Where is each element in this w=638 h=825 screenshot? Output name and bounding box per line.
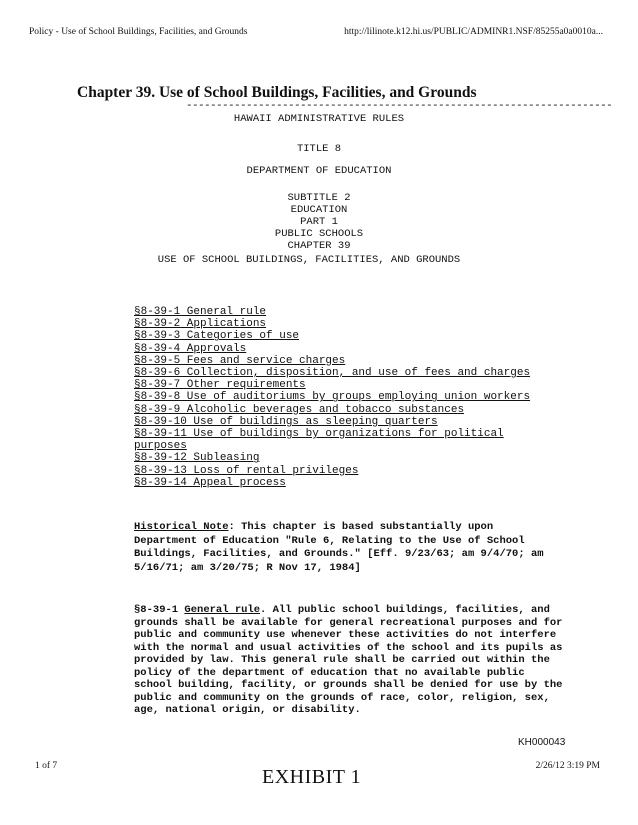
subtitle-line: PUBLIC SCHOOLS xyxy=(274,228,364,240)
toc-link-political-organizations-cont[interactable]: purposes xyxy=(134,440,187,453)
historical-note-label: Historical Note xyxy=(134,521,229,533)
department-heading: DEPARTMENT OF EDUCATION xyxy=(246,165,392,177)
toc-link-appeal-process[interactable]: §8-39-14 Appeal process xyxy=(134,476,286,489)
subtitle-line: EDUCATION xyxy=(290,204,348,216)
toc-link-alcoholic-beverages[interactable]: §8-39-9 Alcoholic beverages and tobacco substances xyxy=(134,403,465,416)
page-number: 1 of 7 xyxy=(35,761,58,771)
section-general-rule xyxy=(134,604,564,717)
toc-link-political-organizations[interactable]: §8-39-11 Use of buildings by organizations for political xyxy=(134,428,504,441)
bates-stamp: KH000043 xyxy=(518,737,566,748)
section-number: §8-39-1 xyxy=(134,604,185,616)
hawaii-administrative-rules-heading: HAWAII ADMINISTRATIVE RULES xyxy=(233,113,405,125)
toc-link-applications[interactable]: §8-39-2 Applications xyxy=(134,318,267,331)
print-date: 2/26/12 3:19 PM xyxy=(535,761,600,771)
toc-link-categories-of-use[interactable]: §8-39-3 Categories of use xyxy=(134,330,300,343)
toc-link-auditoriums-union-workers[interactable]: §8-39-8 Use of auditoriums by groups employing union workers xyxy=(134,391,531,404)
chapter-subject-heading: USE OF SCHOOL BUILDINGS, FACILITIES, AND GROUNDS xyxy=(157,254,461,266)
toc-link-sleeping-quarters[interactable]: §8-39-10 Use of buildings as sleeping quarters xyxy=(134,415,438,428)
historical-note-text: : This chapter is based substantially upon Department of Education "Rule 6, Relating to the Use of School Buildings, Facilities, and Grounds." [Eff. 9/23/63; am 9/4/70; am 5/16/71; am 3/20/75; R Nov 17, 1984] xyxy=(134,521,544,574)
toc-link-loss-of-rental-privileges[interactable]: §8-39-13 Loss of rental privileges xyxy=(134,464,359,477)
toc-link-subleasing[interactable]: §8-39-12 Subleasing xyxy=(134,452,260,465)
subtitle-line: CHAPTER 39 xyxy=(287,240,351,252)
title-heading: TITLE 8 xyxy=(296,143,342,155)
chapter-title: Chapter 39. Use of School Buildings, Facilities, and Grounds xyxy=(77,84,477,101)
table-of-contents xyxy=(134,306,530,489)
historical-note xyxy=(134,521,554,575)
toc-link-approvals[interactable]: §8-39-4 Approvals xyxy=(134,342,247,355)
toc-link-general-rule[interactable]: §8-39-1 General rule xyxy=(134,306,267,318)
browser-print-url: http://lilinote.k12.hi.us/PUBLIC/ADMINR1.NSF/85255a0a0010a... xyxy=(344,27,603,37)
subtitle-line: SUBTITLE 2 xyxy=(287,192,351,204)
browser-print-title: Policy - Use of School Buildings, Facilities, and Grounds xyxy=(29,27,248,37)
toc-link-other-requirements[interactable]: §8-39-7 Other requirements xyxy=(134,379,306,392)
subtitle-line: PART 1 xyxy=(300,216,338,228)
toc-link-fees-and-service-charges[interactable]: §8-39-5 Fees and service charges xyxy=(134,354,346,367)
section-title: General rule xyxy=(184,604,261,616)
toc-link-collection-disposition[interactable]: §8-39-6 Collection, disposition, and use of fees and charges xyxy=(134,367,531,380)
section-body: . All public school buildings, facilities, and grounds shall be available for general recreational purposes and for public and community use whenever these activities do not interfere with the normal and usual activities of the school and its pupils as provided by law. This general rule shall be carried out within the policy of the department of education that no available public school building, facility, or grounds shall be denied for use by the public and community on the grounds of race, color, religion, sex, age, national origin, or disability. xyxy=(134,604,563,716)
exhibit-label: EXHIBIT 1 xyxy=(262,766,362,788)
dashed-separator: ----------------------------------------------------------------------- xyxy=(186,100,613,112)
